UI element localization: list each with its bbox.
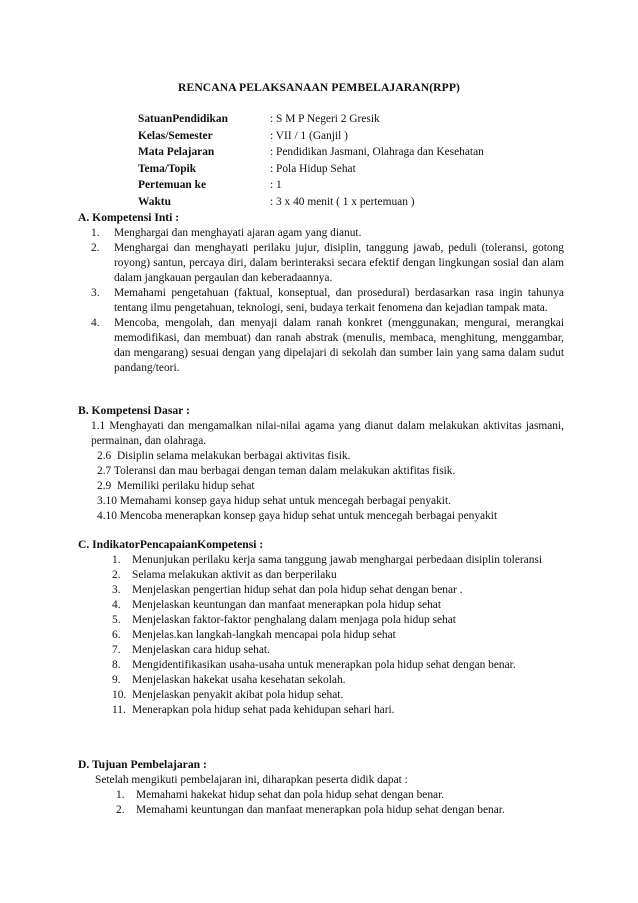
identity-row	[138, 161, 578, 178]
item-text: Menghargai dan menghayati ajaran agam yang dianut.	[114, 227, 362, 239]
item-text: Memahami hakekat hidup sehat dan pola hidup sehat dengan benar.	[136, 789, 445, 801]
section-tujuan	[78, 757, 564, 818]
item-number: 2.7	[97, 465, 112, 477]
identity-label: SatuanPendidikan	[138, 113, 228, 125]
item-text: Mencoba, mengolah, dan menyaji dalam ranah konkret (menggunakan, mengurai, merangkai memodifikasi, dan membuat) dan ranah abstrak (menulis, membaca, menghitung, menggambar, dan mengarang) sesuai dengan yang dipelajari di sekolah dan sumber lain yang sama dalam sudut pandang/teori.	[114, 317, 564, 374]
item-number: 7.	[112, 644, 121, 656]
item-text: Memiliki perilaku hidup sehat	[116, 480, 255, 492]
item-text: Memahami pengetahuan (faktual, konseptual, dan prosedural) berdasarkan rasa ingin tahunya tentang ilmu pengetahuan, teknologi, seni, budaya terkait fenomena dan kejadian tampak mata.	[114, 287, 564, 314]
list-item	[112, 643, 564, 658]
item-number: 1.1	[91, 420, 106, 432]
list-item	[91, 241, 564, 286]
item-number: 1.	[91, 227, 100, 239]
item-number: 10.	[112, 689, 127, 701]
list-item	[112, 568, 564, 583]
item-text: Menjelas.kan langkah-langkah mencapai pola hidup sehat	[132, 629, 396, 641]
list-item	[97, 464, 564, 479]
list-item	[116, 788, 564, 803]
section-heading: B. Kompetensi Dasar :	[78, 404, 190, 417]
item-text: Menjelaskan cara hidup sehat.	[132, 644, 270, 656]
section-heading: A. Kompetensi Inti :	[78, 211, 180, 224]
item-number: 1.	[116, 789, 125, 801]
item-number: 3.	[112, 584, 121, 596]
item-text: Menghayati dan mengamalkan nilai-nilai agama yang dianut dalam melakukan aktivitas jasmani, permainan, dan olahraga.	[91, 420, 564, 447]
identity-row	[138, 177, 578, 194]
identity-row	[138, 144, 578, 161]
item-number: 2.9	[97, 480, 112, 492]
item-text: Memahami konsep gaya hidup sehat untuk mencegah berbagai penyakit.	[119, 495, 451, 507]
list-item	[112, 553, 564, 568]
list-item	[97, 479, 564, 494]
item-text: Selama melakukan aktivit as dan berperilaku	[132, 569, 337, 581]
item-number: 6.	[112, 629, 121, 641]
list-item	[91, 226, 564, 241]
item-number: 1.	[112, 554, 121, 566]
list-item	[91, 419, 564, 449]
identity-label: Mata Pelajaran	[138, 146, 215, 159]
section-intro: Setelah mengikuti pembelajaran ini, diharapkan peserta didik dapat :	[95, 774, 408, 786]
list-item	[97, 509, 564, 524]
item-text: Mengidentifikasikan usaha-usaha untuk menerapkan pola hidup sehat dengan benar.	[132, 659, 516, 671]
item-line	[91, 419, 564, 449]
item-number: 4.	[112, 599, 121, 611]
section-heading: C. IndikatorPencapaianKompetensi :	[78, 538, 264, 551]
list-item	[112, 658, 564, 673]
identity-value: : Pendidikan Jasmani, Olahraga dan Kesehatan	[270, 146, 484, 159]
item-text: Menjelaskan keuntungan dan manfaat menerapkan pola hidup sehat	[132, 599, 442, 611]
identity-label: Pertemuan ke	[138, 179, 207, 192]
list-item	[112, 583, 564, 598]
item-number: 4.10	[97, 510, 117, 522]
section-kompetensi-dasar	[78, 403, 564, 524]
section-indikator	[78, 537, 564, 718]
identity-row	[138, 194, 578, 211]
section-heading: D. Tujuan Pembelajaran :	[78, 758, 207, 771]
identity-label: Kelas/Semester	[138, 129, 213, 142]
list-item	[112, 688, 564, 703]
section-kompetensi-inti	[78, 210, 564, 376]
list-item	[112, 673, 564, 688]
identity-row	[138, 128, 578, 145]
identity-value: : 1	[270, 179, 282, 192]
identity-label: Tema/Topik	[138, 162, 197, 175]
item-text: Mencoba menerapkan konsep gaya hidup sehat untuk mencegah berbagai penyakit	[119, 510, 498, 522]
item-number: 2.	[91, 242, 100, 254]
identity-row	[138, 111, 578, 128]
document-title: RENCANA PELAKSANAAN PEMBELAJARAN(RPP)	[178, 81, 460, 94]
list-item	[116, 803, 564, 818]
identity-value: : S M P Negeri 2 Gresik	[270, 113, 380, 125]
identity-value: : VII / 1 (Ganjil )	[270, 129, 348, 142]
item-text: Toleransi dan mau berbagai dengan teman dalam melakukan aktifitas fisik.	[113, 465, 456, 477]
list-item	[91, 316, 564, 376]
item-number: 8.	[112, 659, 121, 671]
list-item	[112, 598, 564, 613]
identity-label: Waktu	[138, 195, 171, 208]
item-text: Menghargai dan menghayati perilaku jujur, disiplin, tanggung jawab, peduli (toleransi, gotong royong) santun, percaya diri, dalam berinteraksi secara efektif dengan lingkungan sosial dan alam dalam jangkauan pergaulan dan keberadaannya.	[114, 242, 564, 284]
item-text: Menjelaskan pengertian hidup sehat dan pola hidup sehat dengan benar .	[132, 584, 463, 596]
item-text: Menjelaskan penyakit akibat pola hidup sehat.	[132, 689, 344, 701]
item-number: 5.	[112, 614, 121, 626]
item-text: Disiplin selama melakukan berbagai aktivitas fisik.	[116, 450, 351, 462]
item-number: 2.	[116, 804, 125, 816]
identity-value: : Pola Hidup Sehat	[270, 162, 356, 175]
item-text: Menjelaskan faktor-faktor penghalang dalam menjaga pola hidup sehat	[132, 614, 456, 626]
list-item	[112, 703, 564, 718]
item-number: 3.10	[97, 495, 117, 507]
item-text: Memahami keuntungan dan manfaat menerapkan pola hidup sehat dengan benar.	[136, 804, 505, 816]
item-text: Menunjukan perilaku kerja sama tanggung jawab menghargai perbedaan disiplin toleransi	[132, 554, 543, 566]
list-item	[91, 286, 564, 316]
item-number: 9.	[112, 674, 121, 686]
item-number: 11.	[112, 704, 126, 716]
item-number: 3.	[91, 287, 100, 299]
item-number: 4.	[91, 317, 100, 329]
identity-value: : 3 x 40 menit ( 1 x pertemuan )	[270, 195, 415, 208]
list-item	[97, 494, 564, 509]
identity-table	[138, 111, 578, 211]
item-text: Menjelaskan hakekat usaha kesehatan sekolah.	[132, 674, 346, 686]
list-item	[97, 449, 564, 464]
item-number: 2.	[112, 569, 121, 581]
item-text: Menerapkan pola hidup sehat pada kehidupan sehari hari.	[132, 704, 395, 716]
list-item	[112, 613, 564, 628]
item-number: 2.6	[97, 450, 112, 462]
list-item	[112, 628, 564, 643]
